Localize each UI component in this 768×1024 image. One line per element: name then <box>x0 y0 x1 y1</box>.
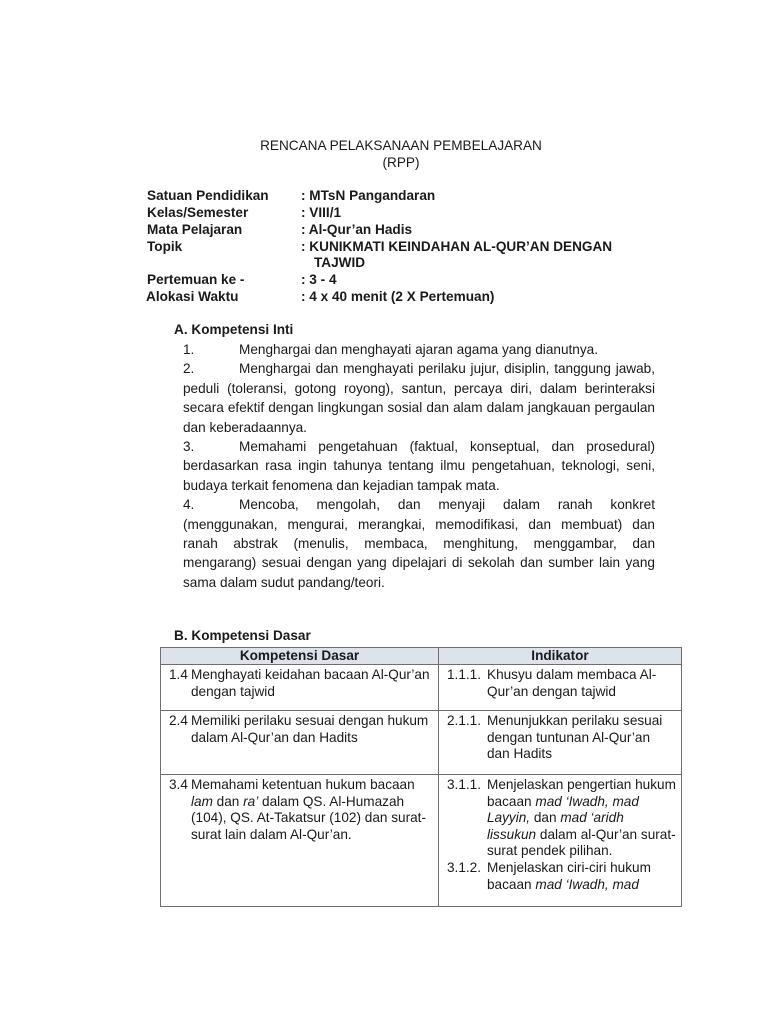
indikator-cell <box>439 775 682 907</box>
text-fragment-italic: lam <box>191 793 213 809</box>
kd-cell <box>161 665 439 711</box>
identity-label: Kelas/Semester <box>147 205 249 220</box>
identity-label: Topik <box>147 239 183 254</box>
text-fragment: dalam QS. Al-Humazah (104), QS. At-Takatsur (102) dan surat-surat lain dalam Al-Qur’an. <box>191 793 426 842</box>
text-fragment-italic: ra’ <box>243 793 259 809</box>
item-number: 4. <box>183 497 195 513</box>
indikator-item <box>447 713 676 763</box>
topik-line-1: : KUNIKMATI KEINDAHAN AL-QUR’AN DENGAN <box>301 239 613 254</box>
indikator-text: Khusyu dalam membaca Al-Qur’an dengan tajwid <box>487 667 657 699</box>
kd-text: Memiliki perilaku sesuai dengan hukum dalam Al-Qur’an dan Hadits <box>191 713 429 745</box>
indikator-text <box>487 777 676 858</box>
identity-value: : 3 - 4 <box>301 272 337 287</box>
indikator-item <box>447 777 676 860</box>
kd-item <box>169 667 433 700</box>
item-number: 1. <box>183 342 195 357</box>
identity-label: Mata Pelajaran <box>147 222 243 237</box>
identity-row-topik <box>147 238 687 271</box>
kd-item <box>169 777 433 843</box>
list-item <box>183 359 655 437</box>
column-header-kompetensi: Kompetensi Dasar <box>161 648 439 665</box>
table-row <box>161 775 682 907</box>
section-heading-kompetensi-inti: A. Kompetensi Inti <box>174 322 294 337</box>
list-item <box>183 437 655 495</box>
document-title: RENCANA PELAKSANAAN PEMBELAJARAN <box>260 138 542 153</box>
document-subtitle: (RPP) <box>382 155 420 170</box>
indikator-text <box>487 860 651 892</box>
kd-text: Menghayati keidahan bacaan Al-Qur’an dengan tajwid <box>191 667 430 699</box>
identity-row-satuan <box>147 187 687 204</box>
table-row <box>161 711 682 775</box>
item-text: Memahami pengetahuan (faktual, konseptual, dan prosedural) berdasarkan rasa ingin tahunya tentang ilmu pengetahuan, teknologi, seni, budaya terkait fenomena dan kejadian tampak mata. <box>183 439 655 493</box>
indikator-text: Menunjukkan perilaku sesuai dengan tuntunan Al-Qur’an dan Hadits <box>487 713 663 762</box>
kd-number: 1.4 <box>169 667 188 682</box>
identity-value: : VIII/1 <box>301 205 342 220</box>
indikator-cell <box>439 665 682 711</box>
topik-line-2: TAJWID <box>314 255 366 270</box>
kompetensi-inti-list <box>183 340 655 592</box>
text-fragment-italic: mad ‘aridh lissukun <box>487 810 624 842</box>
section-heading-kompetensi-dasar: B. Kompetensi Dasar <box>174 628 311 643</box>
identity-row-pertemuan <box>147 271 687 288</box>
identity-block <box>147 187 687 305</box>
indikator-cell <box>439 711 682 775</box>
item-text: Mencoba, mengolah, dan menyaji dalam ranah konkret (menggunakan, mengurai, merangkai, memodifikasi, dan membuat) dan ranah abstrak (menulis, membaca, menghitung, menggambar, dan mengarang) sesuai dengan yang dipelajari di sekolah dan sumber lain yang sama dalam sudut pandang/teori. <box>183 497 655 590</box>
list-item <box>183 340 655 359</box>
indikator-number: 3.1.2. <box>447 859 482 875</box>
indikator-number: 1.1.1. <box>447 667 482 682</box>
item-number: 2. <box>183 361 195 377</box>
indikator-item <box>447 667 676 700</box>
indikator-number: 2.1.1. <box>447 713 482 728</box>
table-row <box>161 665 682 711</box>
kd-cell <box>161 711 439 775</box>
text-fragment: Memahami ketentuan hukum bacaan <box>191 777 415 792</box>
identity-row-kelas <box>147 204 687 221</box>
list-item <box>183 495 655 592</box>
text-fragment: dan <box>530 810 561 826</box>
text-fragment: Menjelaskan ciri-ciri hukum bacaan <box>487 859 651 892</box>
text-fragment-italic: mad ‘Iwadh, mad <box>535 876 639 892</box>
text-fragment: dan <box>212 793 244 809</box>
text-fragment: dalam al-Qur’an surat-surat pendek pilihan. <box>487 826 676 859</box>
text-fragment: Menjelaskan pengertian hukum bacaan <box>487 777 676 809</box>
kd-number: 3.4 <box>169 777 188 792</box>
kd-cell <box>161 775 439 907</box>
kd-text <box>191 777 426 842</box>
kompetensi-dasar-table <box>160 647 682 907</box>
text-fragment-italic: mad ‘Iwadh, mad Layyin, <box>487 793 639 826</box>
item-number: 3. <box>183 439 195 455</box>
indikator-number: 3.1.1. <box>447 777 482 792</box>
column-header-indikator: Indikator <box>439 648 682 665</box>
identity-value: : Al-Qur’an Hadis <box>301 222 413 237</box>
identity-label: Satuan Pendidikan <box>147 188 269 203</box>
identity-value: : MTsN Pangandaran <box>301 188 436 203</box>
kd-item <box>169 713 433 746</box>
identity-row-alokasi <box>147 288 687 305</box>
kd-number: 2.4 <box>169 713 188 728</box>
identity-row-mapel <box>147 221 687 238</box>
identity-label: Pertemuan ke - <box>147 272 245 287</box>
table-header-row <box>161 648 682 665</box>
identity-label: Alokasi Waktu <box>146 289 239 304</box>
identity-value <box>301 239 612 271</box>
identity-value: : 4 x 40 menit (2 X Pertemuan) <box>301 289 495 304</box>
item-text: Menghargai dan menghayati ajaran agama yang dianutnya. <box>239 342 598 357</box>
item-text: Menghargai dan menghayati perilaku jujur, disiplin, tanggung jawab, peduli (toleransi, gotong royong), santun, percaya diri, dalam berinteraksi secara efektif dengan lingkungan sosial dan alam dalam jangkauan pergaulan dan keberadaannya. <box>183 361 655 435</box>
indikator-item <box>447 860 676 893</box>
